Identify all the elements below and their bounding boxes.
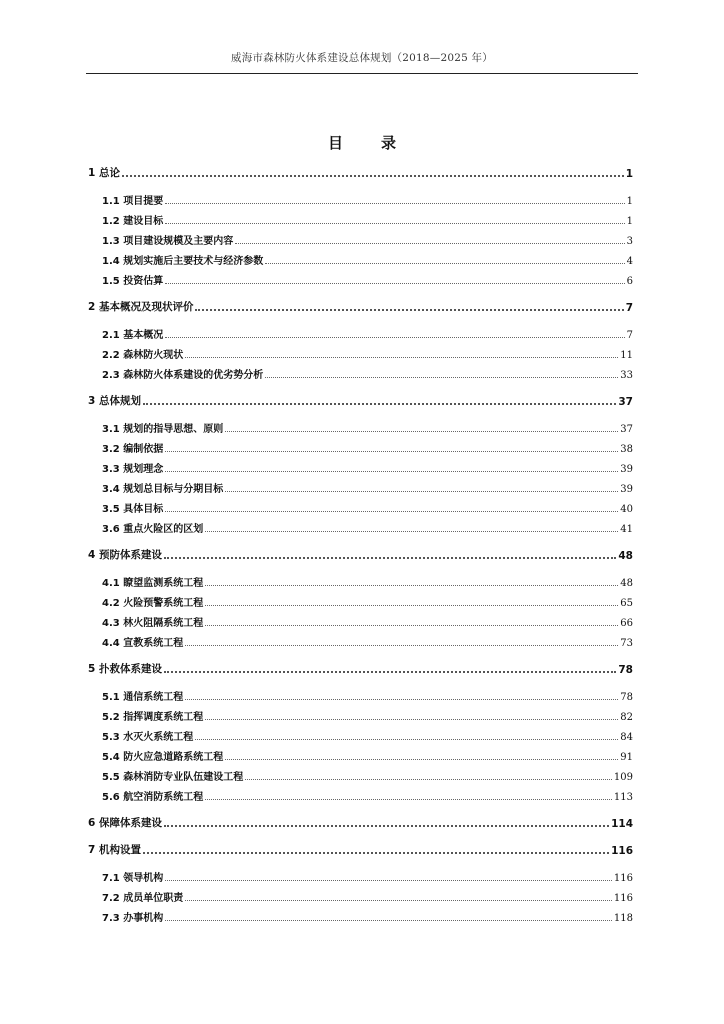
- toc-section-entry[interactable]: [86, 723, 633, 743]
- toc-entry-label: 5 扑救体系建设: [88, 663, 162, 675]
- toc-entry-page: 41: [620, 524, 633, 535]
- toc-leader-dots: [185, 347, 618, 358]
- toc-section-entry[interactable]: [86, 207, 633, 227]
- toc-entry-label: 3.6 重点火险区的区划: [102, 524, 204, 535]
- toc-entry-page: 37: [620, 424, 633, 435]
- toc-section-entry[interactable]: [86, 783, 633, 803]
- toc-entry-page: 7: [625, 302, 633, 314]
- toc-section-entry[interactable]: [86, 321, 633, 341]
- toc-section-entry[interactable]: [86, 227, 633, 247]
- toc-entry-label: 7.1 领导机构: [102, 873, 164, 884]
- toc-chapter-entry[interactable]: [86, 837, 633, 857]
- toc-leader-dots: [165, 910, 612, 921]
- toc-entry-label: 1 总论: [88, 167, 120, 179]
- toc-entry-page: 48: [618, 550, 633, 562]
- toc-entry-page: 1: [626, 216, 633, 227]
- toc-entry-label: 3.3 规划理念: [102, 464, 164, 475]
- toc-entry-label: 2.1 基本概况: [102, 330, 164, 341]
- toc-entry-page: 84: [620, 732, 633, 743]
- toc-section-entry[interactable]: [86, 495, 633, 515]
- toc-entry-label: 5.4 防火应急道路系统工程: [102, 752, 224, 763]
- toc-leader-dots: [165, 213, 624, 224]
- toc-leader-dots: [122, 165, 624, 177]
- toc-leader-dots: [164, 547, 616, 559]
- toc-section-entry[interactable]: [86, 904, 633, 924]
- toc-entry-label: 4.4 宣教系统工程: [102, 638, 184, 649]
- toc-leader-dots: [265, 253, 624, 264]
- toc-leader-dots: [205, 575, 618, 586]
- toc-entry-page: 113: [613, 792, 633, 803]
- toc-entry-page: 109: [613, 772, 633, 783]
- toc-leader-dots: [205, 709, 618, 720]
- toc-chapter-entry[interactable]: [86, 542, 633, 562]
- toc-section-entry[interactable]: [86, 415, 633, 435]
- toc-chapter-entry[interactable]: [86, 294, 633, 314]
- toc-entry-label: 3.4 规划总目标与分期目标: [102, 484, 224, 495]
- toc-leader-dots: [165, 327, 624, 338]
- toc-section-entry[interactable]: [86, 475, 633, 495]
- toc-entry-page: 38: [620, 444, 633, 455]
- toc-entry-label: 2.3 森林防火体系建设的优劣势分析: [102, 370, 264, 381]
- toc-section-entry[interactable]: [86, 683, 633, 703]
- toc-leader-dots: [225, 421, 618, 432]
- toc-leader-dots: [165, 501, 618, 512]
- toc-entry-page: 82: [620, 712, 633, 723]
- toc-entry-page: 39: [620, 464, 633, 475]
- toc-section-entry[interactable]: [86, 569, 633, 589]
- toc-entry-label: 1.1 项目提要: [102, 196, 164, 207]
- header-divider: [86, 73, 638, 74]
- toc-entry-label: 3 总体规划: [88, 395, 141, 407]
- toc-entry-page: 3: [626, 236, 633, 247]
- toc-leader-dots: [225, 481, 618, 492]
- toc-leader-dots: [164, 661, 616, 673]
- toc-entry-label: 4.1 瞭望监测系统工程: [102, 578, 204, 589]
- toc-entry-label: 4.3 林火阻隔系统工程: [102, 618, 204, 629]
- toc-section-entry[interactable]: [86, 341, 633, 361]
- toc-entry-page: 78: [620, 692, 633, 703]
- toc-section-entry[interactable]: [86, 763, 633, 783]
- toc-leader-dots: [165, 193, 624, 204]
- toc-entry-page: 114: [611, 818, 633, 830]
- toc-entry-page: 91: [620, 752, 633, 763]
- toc-leader-dots: [205, 595, 618, 606]
- toc-chapter-entry[interactable]: [86, 160, 633, 180]
- toc-entry-label: 1.5 投资估算: [102, 276, 164, 287]
- toc-entry-label: 1.2 建设目标: [102, 216, 164, 227]
- toc-chapter-entry[interactable]: [86, 388, 633, 408]
- toc-entry-label: 3.5 具体目标: [102, 504, 164, 515]
- toc-section-entry[interactable]: [86, 435, 633, 455]
- toc-leader-dots: [245, 769, 612, 780]
- toc-entry-label: 5.2 指挥调度系统工程: [102, 712, 204, 723]
- toc-chapter-entry[interactable]: [86, 656, 633, 676]
- toc-leader-dots: [165, 870, 612, 881]
- toc-entry-page: 1: [625, 168, 633, 180]
- toc-leader-dots: [165, 441, 618, 452]
- toc-entry-page: 78: [618, 664, 633, 676]
- toc-entry-label: 2 基本概况及现状评价: [88, 301, 194, 313]
- toc-entry-page: 7: [626, 330, 633, 341]
- toc-entry-page: 40: [620, 504, 633, 515]
- toc-leader-dots: [205, 521, 618, 532]
- toc-section-entry[interactable]: [86, 884, 633, 904]
- toc-entry-page: 4: [626, 256, 633, 267]
- toc-entry-label: 1.3 项目建设规模及主要内容: [102, 236, 234, 247]
- toc-section-entry[interactable]: [86, 515, 633, 535]
- toc-entry-label: 1.4 规划实施后主要技术与经济参数: [102, 256, 264, 267]
- toc-leader-dots: [185, 689, 618, 700]
- toc-leader-dots: [195, 729, 618, 740]
- toc-section-entry[interactable]: [86, 361, 633, 381]
- toc-leader-dots: [143, 393, 616, 405]
- toc-entry-page: 1: [626, 196, 633, 207]
- toc-leader-dots: [165, 273, 624, 284]
- toc-entry-label: 7.2 成员单位职责: [102, 893, 184, 904]
- toc-leader-dots: [205, 789, 612, 800]
- toc-entry-label: 5.3 水灭火系统工程: [102, 732, 194, 743]
- toc-entry-label: 7.3 办事机构: [102, 913, 164, 924]
- toc-section-entry[interactable]: [86, 267, 633, 287]
- toc-section-entry[interactable]: [86, 589, 633, 609]
- toc-section-entry[interactable]: [86, 864, 633, 884]
- running-header: 威海市森林防火体系建设总体规划（2018—2025 年）: [231, 52, 493, 64]
- toc-entry-label: 5.6 航空消防系统工程: [102, 792, 204, 803]
- toc-leader-dots: [265, 367, 618, 378]
- toc-entry-page: 6: [626, 276, 633, 287]
- toc-entry-label: 3.1 规划的指导思想、原则: [102, 424, 224, 435]
- toc-entry-page: 116: [613, 893, 633, 904]
- toc-chapter-entry[interactable]: [86, 810, 633, 830]
- toc-section-entry[interactable]: [86, 455, 633, 475]
- toc-section-entry[interactable]: [86, 609, 633, 629]
- toc-section-entry[interactable]: [86, 247, 633, 267]
- toc-leader-dots: [185, 635, 618, 646]
- toc-entry-page: 33: [620, 370, 633, 381]
- toc-entry-label: 7 机构设置: [88, 844, 141, 856]
- toc-section-entry[interactable]: [86, 187, 633, 207]
- toc-section-entry[interactable]: [86, 629, 633, 649]
- toc-leader-dots: [235, 233, 624, 244]
- toc-entry-label: 4.2 火险预警系统工程: [102, 598, 204, 609]
- toc-leader-dots: [143, 842, 609, 854]
- toc-entry-label: 3.2 编制依据: [102, 444, 164, 455]
- toc-leader-dots: [225, 749, 618, 760]
- toc-entry-label: 6 保障体系建设: [88, 817, 162, 829]
- toc-entry-label: 5.1 通信系统工程: [102, 692, 184, 703]
- toc-entry-page: 11: [620, 350, 633, 361]
- toc-leader-dots: [195, 299, 623, 311]
- toc-entry-label: 5.5 森林消防专业队伍建设工程: [102, 772, 244, 783]
- toc-section-entry[interactable]: [86, 703, 633, 723]
- toc-title: 目录: [327, 134, 434, 152]
- toc-leader-dots: [164, 815, 609, 827]
- toc-entry-page: 116: [611, 845, 633, 857]
- table-of-contents: [86, 160, 638, 924]
- toc-entry-label: 2.2 森林防火现状: [102, 350, 184, 361]
- toc-entry-page: 66: [620, 618, 633, 629]
- toc-section-entry[interactable]: [86, 743, 633, 763]
- toc-leader-dots: [165, 461, 618, 472]
- toc-entry-page: 116: [613, 873, 633, 884]
- toc-leader-dots: [205, 615, 618, 626]
- toc-entry-page: 48: [620, 578, 633, 589]
- toc-entry-page: 118: [613, 913, 633, 924]
- toc-entry-label: 4 预防体系建设: [88, 549, 162, 561]
- toc-leader-dots: [185, 890, 612, 901]
- toc-entry-page: 73: [620, 638, 633, 649]
- toc-entry-page: 39: [620, 484, 633, 495]
- toc-entry-page: 65: [620, 598, 633, 609]
- toc-entry-page: 37: [618, 396, 633, 408]
